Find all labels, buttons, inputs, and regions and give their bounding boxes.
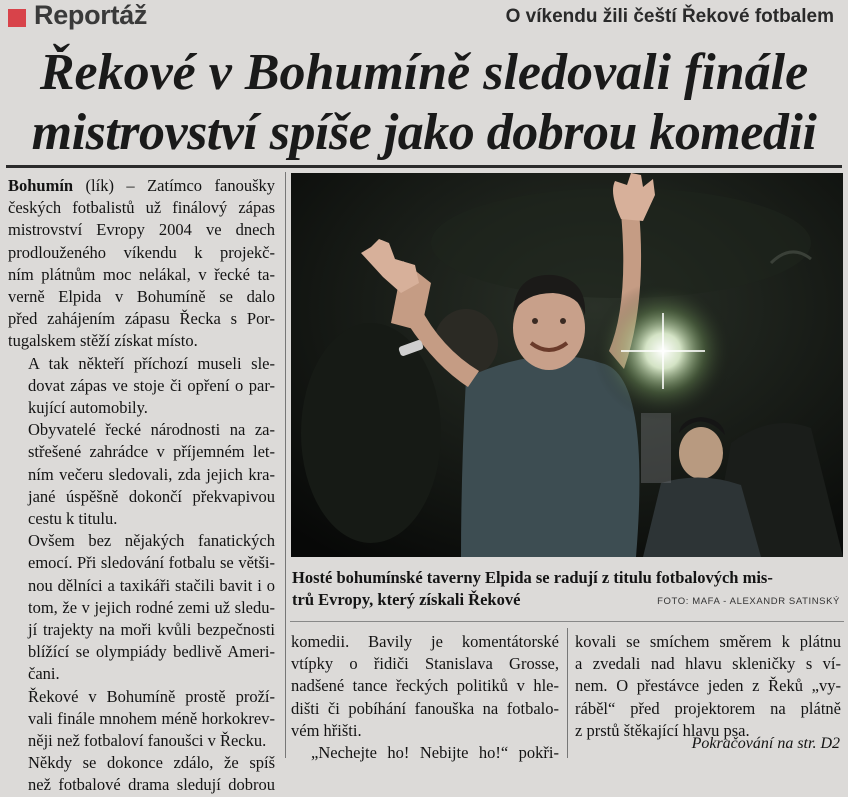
article-paragraph bbox=[8, 419, 275, 530]
text-line: ním plátnům moc nelákal, v řecké ta- bbox=[8, 264, 275, 284]
headline-line-1: Řekové v Bohumíně sledovali finále bbox=[39, 44, 809, 101]
article-paragraph bbox=[291, 631, 559, 742]
article-paragraph bbox=[8, 686, 275, 753]
text-line: kující automobily. bbox=[28, 398, 148, 418]
text-line: tugalskem stěží získat místo. bbox=[8, 331, 198, 351]
text-line: Bohumín (lík) – Zatímco fanoušky bbox=[8, 176, 275, 195]
article-paragraph bbox=[8, 752, 275, 796]
text-line: cestu k titulu. bbox=[28, 509, 118, 529]
article-column-middle bbox=[291, 631, 559, 764]
text-line: Někdy se dokonce zdálo, že spíš bbox=[28, 753, 275, 773]
text-line: A tak někteří příchozí museli sle- bbox=[28, 353, 275, 373]
text-line: čani. bbox=[28, 664, 60, 684]
text-line: mistrovství Evropy 2004 ve dnech bbox=[8, 220, 275, 240]
article-paragraph bbox=[8, 353, 275, 420]
article-photo bbox=[291, 173, 843, 557]
text-line: něji než fotbaloví fanoušci v Řecku. bbox=[28, 731, 267, 751]
article-paragraph bbox=[8, 175, 275, 353]
text-line: českých fotbalistů už finálový zápas bbox=[8, 198, 275, 218]
text-line: prodlouženého víkendu k projekč- bbox=[8, 242, 275, 262]
caption-line: trů Evropy, který získali Řekové bbox=[292, 590, 521, 609]
column-divider bbox=[567, 628, 568, 758]
text-line: nadšené tance řeckých politiků v hle- bbox=[291, 676, 559, 696]
text-line: a zvedali nad hlavu skleničky s ví- bbox=[575, 654, 841, 674]
text-line: než fotbalové drama sledují dobrou bbox=[28, 775, 275, 795]
photo-celebrating-man bbox=[291, 173, 843, 557]
text-line: blížící se olympiády bedlivě Ameri- bbox=[28, 642, 275, 662]
text-line: ráběl“ před projektorem na plátně bbox=[575, 698, 841, 718]
article-column-right bbox=[575, 631, 841, 742]
text-line: ním večeru sledovali, zda jejich kra- bbox=[28, 464, 275, 484]
text-line: komedii. Bavily je komentátorské bbox=[291, 632, 559, 651]
text-line: kovali se smíchem směrem k plátnu bbox=[575, 632, 841, 651]
text-line: nem. O přestávce jeden z Řeků „vy- bbox=[575, 676, 841, 696]
continuation-note: Pokračování na str. D2 bbox=[691, 735, 840, 752]
caption-rule bbox=[290, 621, 844, 622]
text-line: střešené zahrádce v příjemném let- bbox=[28, 442, 275, 462]
dateline: Bohumín bbox=[8, 176, 74, 195]
text-line: z prstů štěkající hlavu psa. bbox=[575, 720, 750, 740]
headline-line-2: mistrovství spíše jako dobrou komedii bbox=[31, 104, 817, 161]
text-line: Obyvatelé řecké národnosti na za- bbox=[28, 420, 275, 440]
text-line: vtípky o řidiči Stanislava Grosse, bbox=[291, 654, 559, 674]
column-divider bbox=[285, 172, 286, 758]
article-paragraph bbox=[8, 530, 275, 685]
text-line: vém hřišti. bbox=[291, 720, 362, 740]
text-line: před zahájením zápasu Řecka s Por- bbox=[8, 309, 275, 329]
kicker: O víkendu žili čeští Řekové fotbalem bbox=[505, 6, 834, 27]
text-line: tom, že v jejich rodné zemi už sledu- bbox=[28, 597, 275, 617]
text-line: vali finále mnohem méně horkokrev- bbox=[28, 708, 275, 728]
text-line: Řekové v Bohumíně prostě proží- bbox=[28, 686, 275, 706]
photo-credit: FOTO: MAFA - ALEXANDR SATINSKÝ bbox=[657, 596, 840, 607]
text-line: dišti či pobíhání fanouška na fotbalo- bbox=[291, 698, 559, 718]
text-line: „Nechejte ho! Nebijte ho!“ pokři- bbox=[311, 743, 559, 763]
article-column-left bbox=[8, 175, 275, 797]
text-line: verně Elpida v Bohumíně se dalo bbox=[8, 287, 275, 307]
section-marker bbox=[8, 9, 26, 27]
text-line: dovat zápas ve stoje či opření o par- bbox=[28, 375, 275, 395]
text-line: jané úspěšně dokončí překvapivou bbox=[28, 486, 275, 506]
caption-line: Hosté bohumínské taverny Elpida se radují z titulu fotbalových mis- bbox=[292, 568, 773, 587]
text-line: jí trajekty na moři kvůli bezpečnosti bbox=[28, 620, 275, 640]
article-paragraph bbox=[291, 742, 559, 764]
text-line: Ovšem bez nějakých fanatických bbox=[28, 531, 275, 551]
headline-rule bbox=[6, 165, 842, 168]
article-paragraph bbox=[575, 631, 841, 742]
text-line: emocí. Při sledování fotbalu se větši- bbox=[28, 553, 275, 573]
section-label: Reportáž bbox=[34, 0, 148, 30]
text-line: nou dělníci a taxikáři stačili bavit i o bbox=[28, 575, 275, 595]
